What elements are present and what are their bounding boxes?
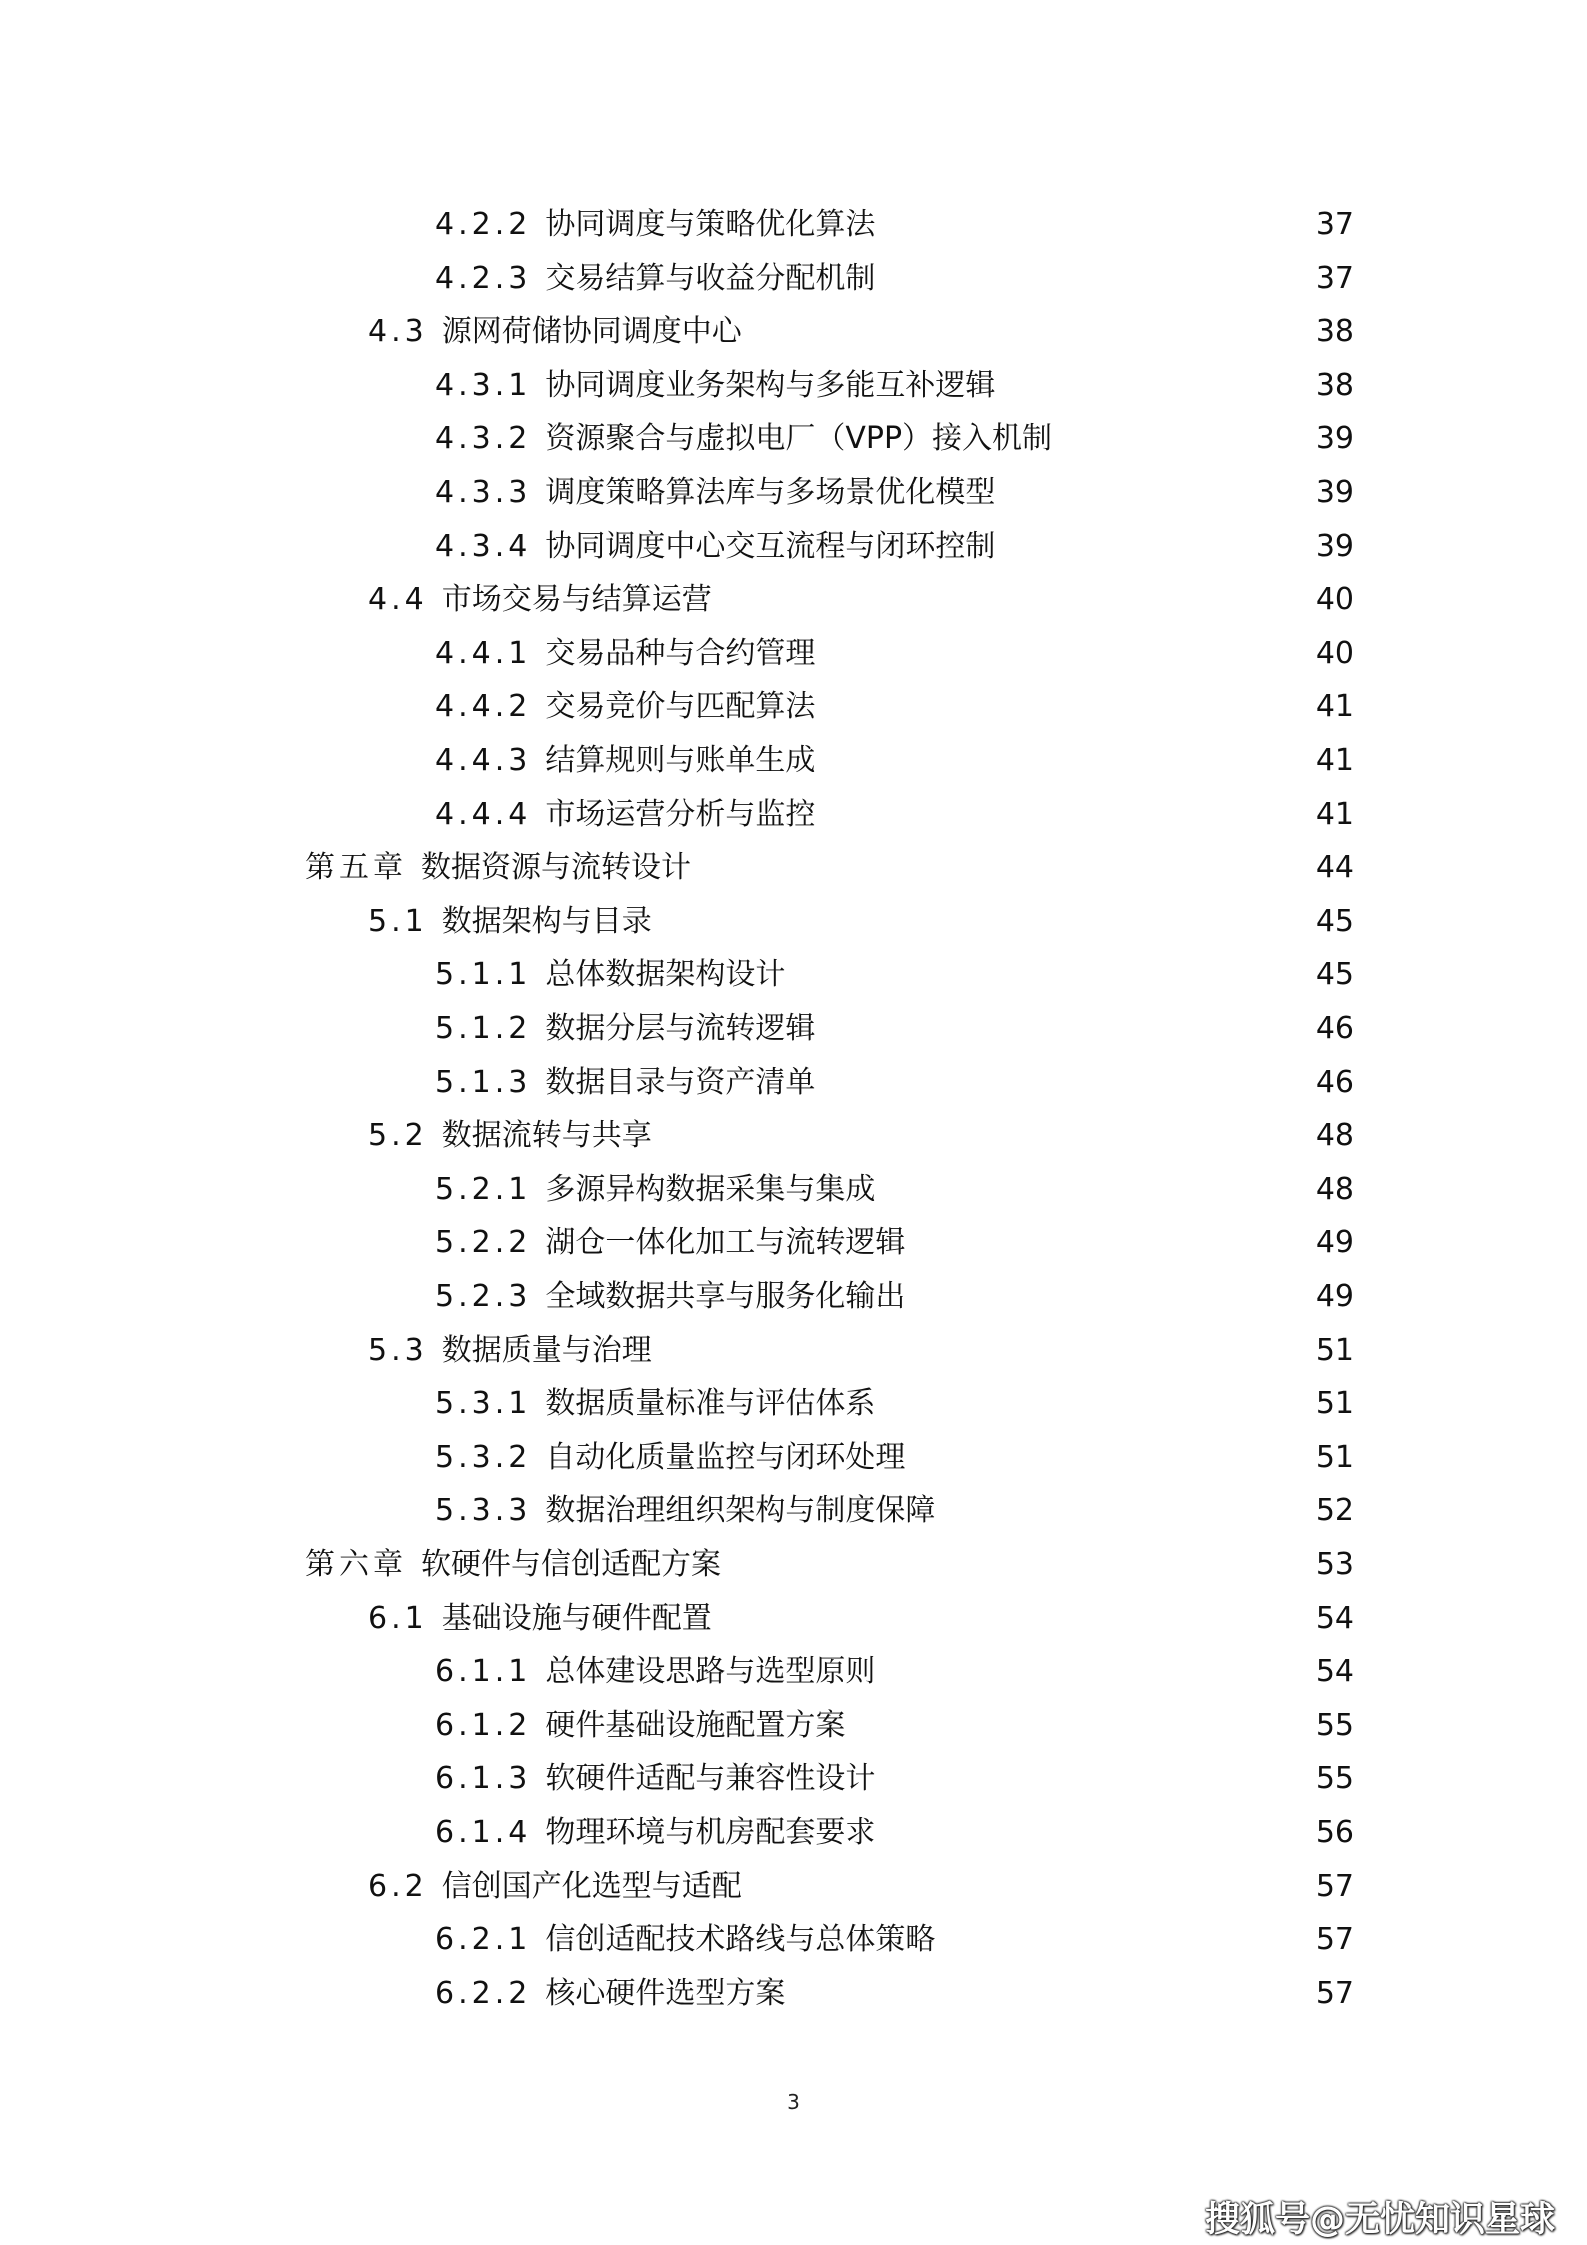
toc-dot-leader	[887, 1752, 1305, 1805]
toc-entry-title: 交易竞价与匹配算法	[545, 689, 816, 724]
toc-entry-page: 39	[1315, 529, 1354, 564]
toc-entry-number: 第六章	[305, 1547, 407, 1582]
toc-dot-leader	[887, 1377, 1305, 1430]
toc-entry[interactable]	[435, 198, 1354, 251]
toc-entry-title: 软硬件适配与兼容性设计	[545, 1761, 876, 1796]
toc-entry-title: 协同调度业务架构与多能互补逻辑	[545, 368, 996, 403]
toc-entry-number: 5.3	[368, 1333, 428, 1368]
toc-entry-number: 4.4.2	[435, 689, 532, 724]
toc-dot-leader	[827, 680, 1305, 733]
toc-entry-title: 数据架构与目录	[441, 904, 652, 939]
toc-entry-page: 57	[1315, 1976, 1354, 2011]
toc-entry-title: 物理环境与机房配套要求	[545, 1815, 876, 1850]
toc-entry[interactable]	[368, 895, 1354, 948]
toc-entry[interactable]	[435, 412, 1354, 465]
toc-entry-title: 数据流转与共享	[441, 1118, 652, 1153]
toc-entry-number: 4.3.3	[435, 475, 532, 510]
toc-entry[interactable]	[368, 1860, 1354, 1913]
toc-entry-number: 5.1.1	[435, 957, 532, 992]
toc-entry-number: 6.2	[368, 1869, 428, 1904]
toc-entry-number: 4.3	[368, 314, 428, 349]
toc-entry-title: 全域数据共享与服务化输出	[545, 1279, 906, 1314]
toc-entry-page: 38	[1315, 368, 1354, 403]
toc-entry[interactable]	[368, 1109, 1354, 1162]
toc-entry-title: 自动化质量监控与闭环处理	[545, 1440, 906, 1475]
toc-entry-page: 37	[1315, 207, 1354, 242]
toc-dot-leader	[1007, 359, 1305, 412]
toc-entry-page: 40	[1315, 582, 1354, 617]
toc-entry-title: 调度策略算法库与多场景优化模型	[545, 475, 996, 510]
toc-entry-page: 48	[1315, 1172, 1354, 1207]
toc-dot-leader	[797, 948, 1305, 1001]
watermark: 搜狐号@无忧知识星球	[1204, 2200, 1555, 2240]
toc-entry-number: 6.1.3	[435, 1761, 532, 1796]
toc-dot-leader	[887, 1163, 1305, 1216]
toc-entry-title: 交易结算与收益分配机制	[545, 261, 876, 296]
toc-entry-number: 6.1.1	[435, 1654, 532, 1689]
toc-entry-number: 5.1	[368, 904, 428, 939]
toc-entry[interactable]	[435, 520, 1354, 573]
toc-entry-number: 6.2.2	[435, 1976, 532, 2011]
toc-entry[interactable]	[435, 1752, 1354, 1805]
toc-entry[interactable]	[435, 1645, 1354, 1698]
toc-entry-title: 结算规则与账单生成	[545, 743, 816, 778]
toc-entry[interactable]	[435, 1163, 1354, 1216]
toc-entry-title: 数据治理组织架构与制度保障	[545, 1493, 936, 1528]
toc-dot-leader	[827, 627, 1305, 680]
toc-entry[interactable]	[368, 1592, 1354, 1645]
toc-entry-title: 基础设施与硬件配置	[441, 1601, 712, 1636]
toc-entry-page: 39	[1315, 475, 1354, 510]
toc-entry[interactable]	[368, 573, 1354, 626]
toc-entry[interactable]	[435, 1056, 1354, 1109]
toc-entry-number: 5.2.2	[435, 1225, 532, 1260]
toc-entry-title: 数据目录与资产清单	[545, 1065, 816, 1100]
toc-entry-page: 55	[1315, 1708, 1354, 1743]
toc-dot-leader	[947, 1484, 1305, 1537]
toc-entry-title: 核心硬件选型方案	[545, 1976, 786, 2011]
toc-entry-number: 4.2.3	[435, 261, 532, 296]
toc-entry-number: 5.2	[368, 1118, 428, 1153]
toc-entry-page: 45	[1315, 957, 1354, 992]
toc-entry-title: 硬件基础设施配置方案	[545, 1708, 846, 1743]
toc-entry-number: 4.3.4	[435, 529, 532, 564]
toc-dot-leader	[703, 841, 1306, 894]
toc-dot-leader	[664, 895, 1306, 948]
toc-entry-number: 4.4.4	[435, 797, 532, 832]
toc-entry-number: 5.1.2	[435, 1011, 532, 1046]
toc-entry-number: 6.1.4	[435, 1815, 532, 1850]
toc-dot-leader	[857, 1699, 1305, 1752]
toc-entry-page: 49	[1315, 1225, 1354, 1260]
toc-entry-page: 54	[1315, 1601, 1354, 1636]
toc-entry[interactable]	[435, 627, 1354, 680]
toc-entry-page: 38	[1315, 314, 1354, 349]
toc-entry-number: 5.2.3	[435, 1279, 532, 1314]
toc-entry-page: 41	[1315, 797, 1354, 832]
toc-entry[interactable]	[435, 1002, 1354, 1055]
toc-entry[interactable]	[435, 680, 1354, 733]
toc-entry[interactable]	[435, 252, 1354, 305]
toc-entry[interactable]	[435, 359, 1354, 412]
toc-entry-title: 信创国产化选型与适配	[441, 1869, 742, 1904]
toc-entry[interactable]	[435, 1216, 1354, 1269]
toc-dot-leader	[887, 252, 1305, 305]
toc-entry[interactable]	[435, 788, 1354, 841]
toc-dot-leader	[917, 1216, 1305, 1269]
toc-entry-page: 56	[1315, 1815, 1354, 1850]
toc-entry-page: 46	[1315, 1065, 1354, 1100]
toc-entry-page: 37	[1315, 261, 1354, 296]
toc-entry-title: 市场交易与结算运营	[441, 582, 712, 617]
toc-dot-leader	[724, 1592, 1306, 1645]
toc-entry-page: 48	[1315, 1118, 1354, 1153]
toc-entry[interactable]	[435, 1431, 1354, 1484]
toc-entry-number: 4.4	[368, 582, 428, 617]
toc-entry-page: 40	[1315, 636, 1354, 671]
toc-entry[interactable]	[305, 1538, 1354, 1591]
toc-dot-leader	[887, 198, 1305, 251]
toc-entry[interactable]	[368, 305, 1354, 358]
toc-entry-number: 4.3.1	[435, 368, 532, 403]
toc-entry[interactable]	[435, 1967, 1354, 2020]
toc-entry-title: 资源聚合与虚拟电厂（VPP）接入机制	[545, 421, 1053, 456]
toc-entry-page: 41	[1315, 743, 1354, 778]
toc-entry-page: 57	[1315, 1869, 1354, 1904]
toc-entry-title: 交易品种与合约管理	[545, 636, 816, 671]
toc-entry[interactable]	[435, 1806, 1354, 1859]
toc-dot-leader	[827, 1056, 1305, 1109]
toc-dot-leader	[887, 1806, 1305, 1859]
toc-entry-number: 第五章	[305, 850, 407, 885]
toc-entry-page: 52	[1315, 1493, 1354, 1528]
toc-entry[interactable]	[435, 1377, 1354, 1430]
toc-entry-number: 5.3.3	[435, 1493, 532, 1528]
toc-dot-leader	[664, 1109, 1306, 1162]
toc-entry-page: 51	[1315, 1333, 1354, 1368]
toc-dot-leader	[827, 734, 1305, 787]
toc-entry-title: 总体数据架构设计	[545, 957, 786, 992]
toc-entry-page: 51	[1315, 1440, 1354, 1475]
toc-entry-title: 多源异构数据采集与集成	[545, 1172, 876, 1207]
toc-entry[interactable]	[435, 948, 1354, 1001]
toc-dot-leader	[1007, 520, 1305, 573]
toc-entry-number: 4.4.1	[435, 636, 532, 671]
toc-entry[interactable]	[435, 734, 1354, 787]
toc-entry-page: 55	[1315, 1761, 1354, 1796]
toc-entry[interactable]	[435, 466, 1354, 519]
toc-entry-page: 44	[1315, 850, 1354, 885]
toc-entry[interactable]	[368, 1324, 1354, 1377]
toc-dot-leader	[827, 1002, 1305, 1055]
toc-dot-leader	[917, 1431, 1305, 1484]
toc-dot-leader	[724, 573, 1306, 626]
toc-entry-title: 市场运营分析与监控	[545, 797, 816, 832]
toc-entry-title: 源网荷储协同调度中心	[441, 314, 742, 349]
page-number: 3	[787, 2090, 800, 2114]
toc-entry[interactable]	[435, 1270, 1354, 1323]
toc-entry-number: 6.1.2	[435, 1708, 532, 1743]
toc-entry-title: 数据质量与治理	[441, 1333, 652, 1368]
toc-entry-page: 57	[1315, 1922, 1354, 1957]
toc-dot-leader	[947, 1913, 1305, 1966]
toc-dot-leader	[887, 1645, 1305, 1698]
toc-dot-leader	[797, 1967, 1305, 2020]
toc-entry-title: 数据资源与流转设计	[421, 850, 691, 885]
toc-entry-title: 软硬件与信创适配方案	[421, 1547, 721, 1582]
toc-entry-title: 数据质量标准与评估体系	[545, 1386, 876, 1421]
toc-dot-leader	[754, 1860, 1306, 1913]
toc-entry-page: 54	[1315, 1654, 1354, 1689]
toc-dot-leader	[917, 1270, 1305, 1323]
toc-entry-page: 46	[1315, 1011, 1354, 1046]
toc-entry-title: 数据分层与流转逻辑	[545, 1011, 816, 1046]
toc-dot-leader	[754, 305, 1306, 358]
toc-entry[interactable]	[435, 1913, 1354, 1966]
toc-entry-page: 53	[1315, 1547, 1354, 1582]
toc-entry-page: 39	[1315, 421, 1354, 456]
toc-dot-leader	[664, 1324, 1306, 1377]
toc-dot-leader	[733, 1538, 1306, 1591]
toc-entry-title: 总体建设思路与选型原则	[545, 1654, 876, 1689]
toc-entry-number: 6.1	[368, 1601, 428, 1636]
toc-entry-title: 协同调度中心交互流程与闭环控制	[545, 529, 996, 564]
toc-entry-page: 49	[1315, 1279, 1354, 1314]
toc-entry-number: 5.3.2	[435, 1440, 532, 1475]
toc-entry[interactable]	[435, 1699, 1354, 1752]
toc-entry-title: 湖仓一体化加工与流转逻辑	[545, 1225, 906, 1260]
toc-dot-leader	[1007, 466, 1305, 519]
toc-entry-number: 4.4.3	[435, 743, 532, 778]
toc-entry-number: 5.3.1	[435, 1386, 532, 1421]
toc-entry-title: 协同调度与策略优化算法	[545, 207, 876, 242]
toc-entry-number: 4.3.2	[435, 421, 532, 456]
toc-entry-page: 45	[1315, 904, 1354, 939]
toc-entry[interactable]	[435, 1484, 1354, 1537]
toc-entry-number: 6.2.1	[435, 1922, 532, 1957]
toc-entry-page: 41	[1315, 689, 1354, 724]
toc-entry[interactable]	[305, 841, 1354, 894]
toc-entry-title: 信创适配技术路线与总体策略	[545, 1922, 936, 1957]
toc-dot-leader	[1064, 412, 1306, 465]
toc-dot-leader	[827, 788, 1305, 841]
toc-entry-page: 51	[1315, 1386, 1354, 1421]
toc-entry-number: 5.2.1	[435, 1172, 532, 1207]
toc-entry-number: 4.2.2	[435, 207, 532, 242]
toc-entry-number: 5.1.3	[435, 1065, 532, 1100]
